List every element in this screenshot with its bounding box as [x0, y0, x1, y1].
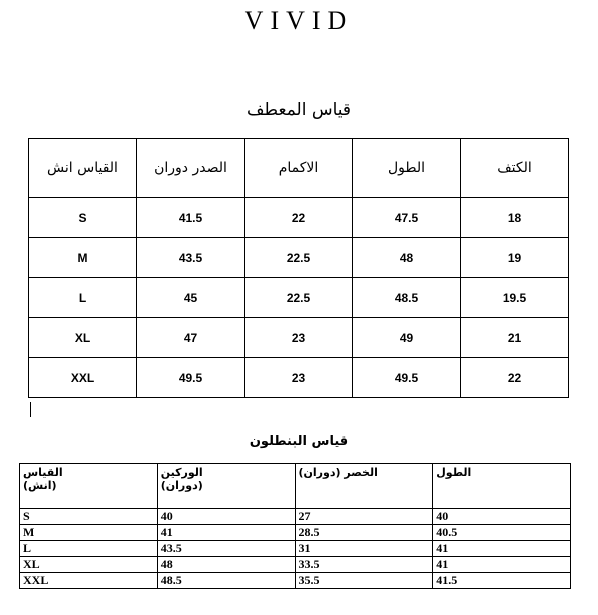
cell-size: XXL — [29, 358, 137, 398]
header-size-line1: القياس — [23, 466, 63, 479]
cell-chest: 45 — [137, 278, 245, 318]
cell-size: L — [29, 278, 137, 318]
cell-shoulder: 22 — [461, 358, 569, 398]
cell-length: 41.5 — [433, 573, 571, 589]
cell-sleeves: 23 — [245, 318, 353, 358]
cell-size: M — [29, 238, 137, 278]
table-row — [20, 525, 571, 541]
cell-hips: 48 — [157, 557, 295, 573]
cell-length: 40.5 — [433, 525, 571, 541]
cell-shoulder: 19 — [461, 238, 569, 278]
cell-size: S — [29, 198, 137, 238]
cell-sleeves: 22 — [245, 198, 353, 238]
cell-size: M — [20, 525, 158, 541]
cell-size: L — [20, 541, 158, 557]
header-hips — [157, 464, 295, 509]
table-row — [29, 238, 569, 278]
header-waist — [295, 464, 433, 509]
cell-waist: 33.5 — [295, 557, 433, 573]
cell-chest: 41.5 — [137, 198, 245, 238]
cell-length: 49.5 — [353, 358, 461, 398]
table-row — [29, 318, 569, 358]
coat-size-title: قياس المعطف — [246, 100, 352, 120]
cell-shoulder: 21 — [461, 318, 569, 358]
table-row — [29, 358, 569, 398]
cell-sleeves: 22.5 — [245, 238, 353, 278]
cell-length: 48.5 — [353, 278, 461, 318]
cell-length: 49 — [353, 318, 461, 358]
cell-chest: 43.5 — [137, 238, 245, 278]
table-row — [20, 509, 571, 525]
table-row — [20, 541, 571, 557]
cell-hips: 48.5 — [157, 573, 295, 589]
pants-size-title: قياس البنطلون — [249, 434, 349, 449]
cell-length: 47.5 — [353, 198, 461, 238]
cell-shoulder: 19.5 — [461, 278, 569, 318]
pants-size-table — [19, 463, 571, 589]
table-header-row — [20, 464, 571, 509]
cell-size: S — [20, 509, 158, 525]
cell-hips: 40 — [157, 509, 295, 525]
table-row — [29, 278, 569, 318]
cell-length: 41 — [433, 557, 571, 573]
header-length-line1: الطول — [436, 466, 472, 479]
cell-chest: 49.5 — [137, 358, 245, 398]
cell-sleeves: 22.5 — [245, 278, 353, 318]
header-size — [20, 464, 158, 509]
brand-logo: VIVID — [244, 6, 354, 35]
cell-hips: 43.5 — [157, 541, 295, 557]
coat-size-table — [28, 138, 569, 398]
table-header-row — [29, 139, 569, 198]
cell-sleeves: 23 — [245, 358, 353, 398]
cell-shoulder: 18 — [461, 198, 569, 238]
header-waist-line1: الخصر (دوران) — [298, 466, 378, 479]
cell-length: 41 — [433, 541, 571, 557]
cell-size: XL — [20, 557, 158, 573]
header-size-line2: (انش) — [23, 479, 57, 492]
text-cursor — [30, 402, 31, 417]
cell-length: 48 — [353, 238, 461, 278]
table-row — [29, 198, 569, 238]
header-length — [433, 464, 571, 509]
cell-waist: 35.5 — [295, 573, 433, 589]
header-hips-line2: (دوران) — [160, 479, 203, 492]
cell-size: XXL — [20, 573, 158, 589]
cell-hips: 41 — [157, 525, 295, 541]
header-sleeves: الاكمام — [245, 139, 353, 198]
header-chest: الصدر دوران — [137, 139, 245, 198]
cell-waist: 28.5 — [295, 525, 433, 541]
header-hips-line1: الوركين — [160, 466, 203, 479]
cell-waist: 31 — [295, 541, 433, 557]
table-row — [20, 557, 571, 573]
header-size-inch: القياس انش — [29, 139, 137, 198]
header-shoulder: الكتف — [461, 139, 569, 198]
header-length: الطول — [353, 139, 461, 198]
cell-size: XL — [29, 318, 137, 358]
table-row — [20, 573, 571, 589]
cell-length: 40 — [433, 509, 571, 525]
cell-waist: 27 — [295, 509, 433, 525]
cell-chest: 47 — [137, 318, 245, 358]
